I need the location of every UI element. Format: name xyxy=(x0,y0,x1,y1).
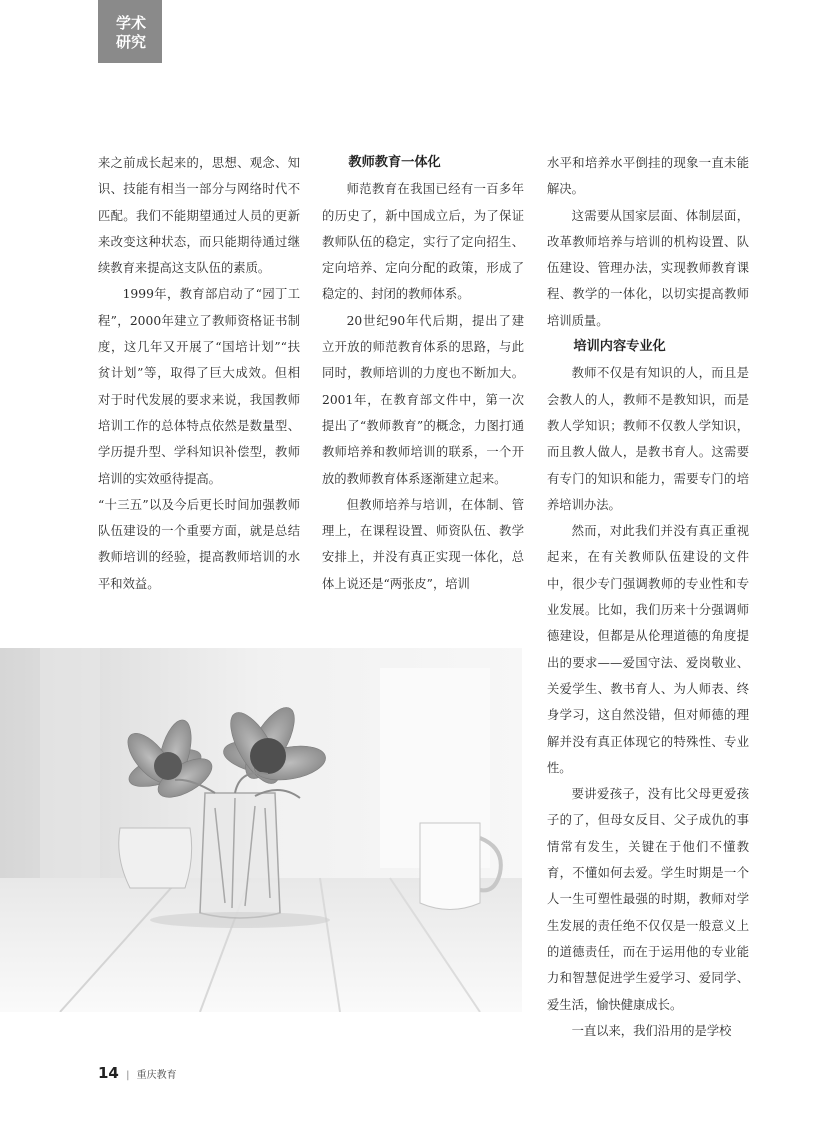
paragraph: 教师不仅是有知识的人，而且是会教人的人，教师不是教知识，而是教人学知识；教师不仅教人学知识，而且教人做人，是教书育人。这需要有专门的知识和能力，需要专门的培养培训办法。 xyxy=(547,366,749,512)
sunflower-photo xyxy=(0,648,522,1012)
column-1 xyxy=(98,150,300,597)
page-number: 14 xyxy=(98,1064,119,1082)
paragraph: “十三五”以及今后更长时间加强教师队伍建设的一个重要方面，就是总结教师培训的经验，提高教师培训的水平和效益。 xyxy=(98,497,300,591)
paragraph: 然而，对此我们并没有真正重视起来，在有关教师队伍建设的文件中，很少专门强调教师的专业性和专业发展。比如，我们历来十分强调师德建设，但都是从伦理道德的角度提出的要求——爱国守法、爱岗敬业、关爱学生、教书育人、为人师表、终身学习，这自然没错，但对师德的理解并没有真正体现它的特殊性、专业性。 xyxy=(547,524,749,775)
section-tag-line2: 研究 xyxy=(116,33,147,51)
paragraph: 水平和培养水平倒挂的现象一直未能解决。 xyxy=(547,156,749,197)
magazine-name: 重庆教育 xyxy=(136,1070,177,1081)
paragraph: 这需要从国家层面、体制层面，改革教师培养与培训的机构设置、队伍建设、管理办法，实现教师教育课程、教学的一体化，以切实提高教师培训质量。 xyxy=(547,208,749,328)
paragraph: 来之前成长起来的，思想、观念、知识、技能有相当一部分与网络时代不匹配。我们不能期望通过人员的更新来改变这种状态，而只能期待通过继续教育来提高这支队伍的素质。 xyxy=(98,156,300,276)
page-footer xyxy=(98,1064,177,1082)
section-tag-line1: 学术 xyxy=(116,14,147,32)
paragraph: 一直以来，我们沿用的是学校 xyxy=(571,1023,732,1038)
section-heading: 培训内容专业化 xyxy=(573,339,666,355)
paragraph: 但教师培养与培训，在体制、管理上，在课程设置、师资队伍、教学安排上，并没有真正实现一体化，总体上说还是“两张皮”，培训 xyxy=(322,497,524,591)
section-heading: 教师教育一体化 xyxy=(348,155,441,170)
sunflower-vase-illustration xyxy=(0,648,522,1012)
column-3 xyxy=(547,150,749,1044)
section-tag xyxy=(98,0,162,63)
paragraph: 20世纪90年代后期，提出了建立开放的师范教育体系的思路，与此同时，教师培训的力度也不断加大。2001年，在教育部文件中，第一次提出了“教师教育”的概念，力图打通教师培养和教师培训的联系，一个开放的教师教育体系逐渐建立起来。 xyxy=(322,313,524,486)
paragraph: 要讲爱孩子，没有比父母更爱孩子的了，但母女反目、父子成仇的事情常有发生，关键在于他们不懂教育，不懂如何去爱。学生时期是一个人一生可塑性最强的时期，教师对学生发展的责任绝不仅仅是一般意义上的道德责任，而在于运用他的专业能力和智慧促进学生爱学习、爱同学、爱生活，愉快健康成长。 xyxy=(547,787,749,1012)
footer-separator: | xyxy=(126,1070,130,1081)
column-2 xyxy=(322,150,524,597)
paragraph: 1999年，教育部启动了“园丁工程”，2000年建立了教师资格证书制度，这几年又开展了“国培计划”“扶贫计划”等，取得了巨大成效。但相对于时代发展的要求来说，我国教师培训工作的总体特点依然是数量型、学历提升型、学科知识补偿型，教师培训的实效亟待提高。 xyxy=(98,287,300,486)
paragraph: 师范教育在我国已经有一百多年的历史了，新中国成立后，为了保证教师队伍的稳定，实行了定向招生、定向培养、定向分配的政策，形成了稳定的、封闭的教师体系。 xyxy=(322,182,524,302)
